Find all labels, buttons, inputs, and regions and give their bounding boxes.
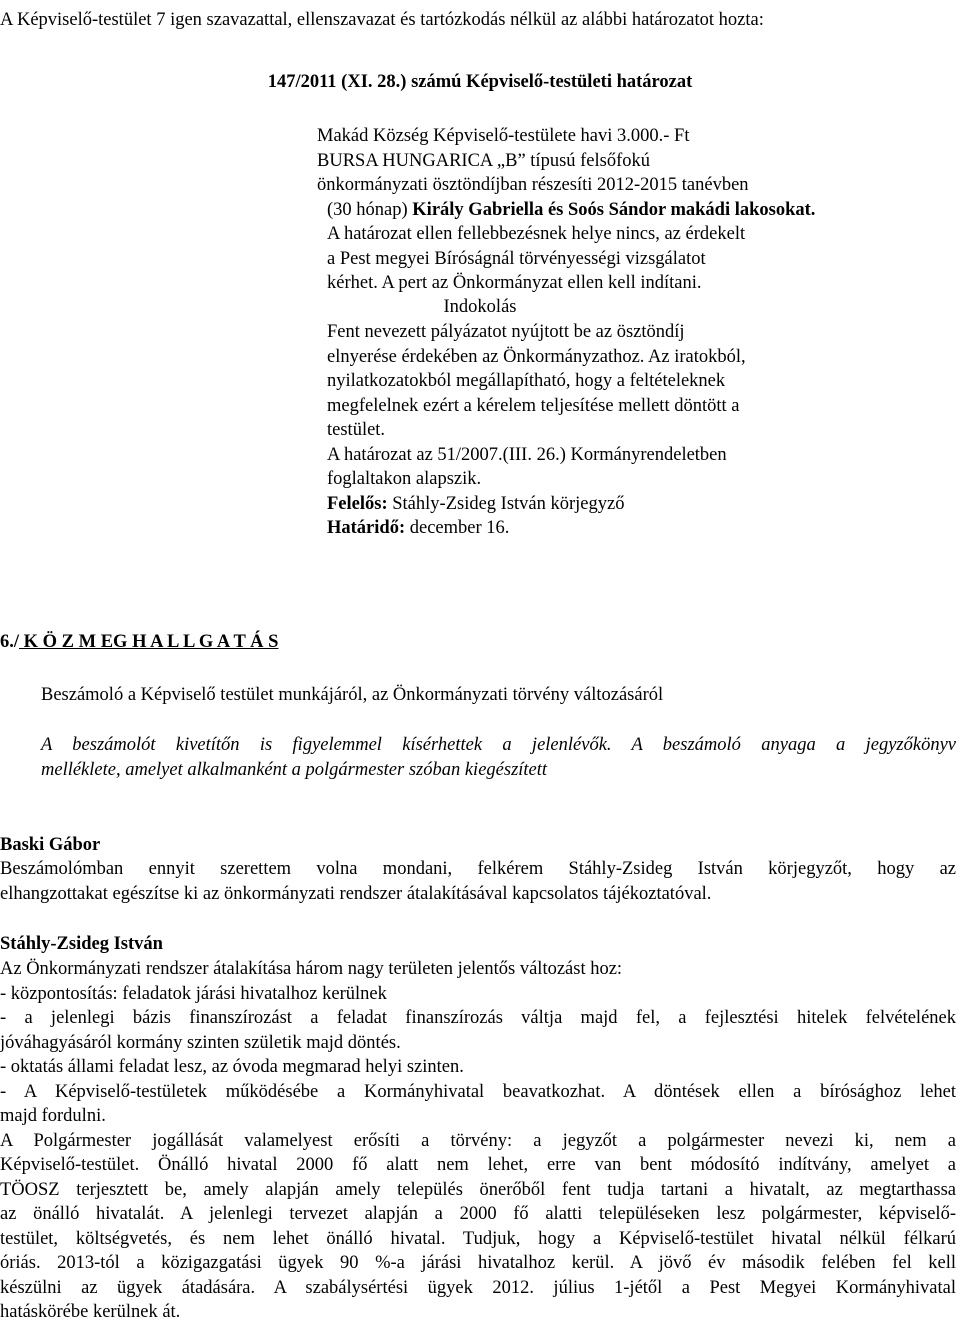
speaker-line: A Polgármester jogállását valamelyest erősíti a törvény: a jegyzőt a polgármester nevezi ki, nem a [0,1130,956,1151]
speaker-name: Stáhly-Zsideg István [0,934,163,954]
resolution-line: a Pest megyei Bíróságnál törvényességi vizsgálatot [327,248,706,269]
resolution-title: 147/2011 (XI. 28.) számú Képviselő-testületi határozat [267,72,693,92]
resolution-line: önkormányzati ösztöndíjban részesíti 2012-2015 tanévben [317,175,749,195]
speaker-line: Beszámolómban ennyit szerettem volna mondani, felkérem Stáhly-Zsideg István körjegyzőt, hogy az [0,859,956,879]
speaker-line: Képviselő-testület. Önálló hivatal 2000 fő alatt nem lehet, erre van bent módosító indítvány, amelyet a [0,1155,956,1175]
hatarido-label: Határidő: [327,518,406,538]
reason-body [327,320,887,541]
felelos-value: Stáhly-Zsideg István körjegyző [387,493,625,514]
section-note-line: A beszámolót kivetítőn is figyelemmel kísérhettek a jelenlévők. A beszámoló anyaga a jegyzőkönyv [41,735,956,755]
speaker-line: óriás. 2013-tól a közigazgatási ügyek 90 %-a járási hivatalhoz kerül. A jövő év második felében fel kell [0,1253,956,1273]
recipients-prefix: (30 hónap) [327,199,413,220]
speaker-line: majd fordulni. [0,1106,106,1126]
reason-line: Fent nevezett pályázatot nyújtott be az ösztöndíj [327,322,685,342]
speaker-line: - központosítás: feladatok járási hivatalhoz kerülnek [0,983,387,1004]
speaker-line: TÖOSZ terjesztett be, amely alapján amely település önerőből fent tudja tartani a hivatalt, az megtarthassa [0,1179,956,1200]
speaker-text [0,957,956,1325]
reason-line: testület. [327,420,386,440]
resolution-line: BURSA HUNGARICA „B” típusú felsőfokú [317,150,651,171]
speaker-line: elhangzottakat egészítse ki az önkormányzati rendszer átalakításával kapcsolatos tájékoztatóval. [0,883,712,904]
recipients-names: Király Gabriella és Soós Sándor makádi lakosokat. [412,199,816,220]
speaker-line: testület, költségvetés, és nem lehet önálló hivatal. Tudjuk, hogy a Képviselő-testület hivatal nélkül félkarú [0,1228,956,1249]
speaker-line: az önálló hivatalát. A jelenlegi tervezet alapján a 2000 fő alatti településeken lesz polgármester, képviselő- [0,1204,956,1224]
section-heading [0,630,278,655]
resolution-line: Makád Község Képviselő-testülete havi 3.000.- Ft [317,126,690,146]
speaker-line: - oktatás állami feladat lesz, az óvoda megmarad helyi szinten. [0,1057,464,1077]
speaker-line: - A Képviselő-testületek működésébe a Kormányhivatal beavatkozhat. A döntések ellen a bírósághoz lehet [0,1081,956,1102]
felelos-line [327,492,887,517]
speaker-line: Az Önkormányzati rendszer átalakítása három nagy területen jelentős változást hoz: [0,959,623,979]
resolution-body [317,124,877,296]
reason-line: foglaltakon alapszik. [327,469,482,489]
speaker-line: - a jelenlegi bázis finanszírozást a feladat finanszírozás váltja majd fel, a fejlesztési hitelek felvételének [0,1008,956,1028]
section-note [41,733,956,782]
resolution-line: kérhet. A pert az Önkormányzat ellen kell indítani. [327,273,702,293]
speaker-name: Baski Gábor [0,835,101,855]
hatarido-line [327,516,887,541]
hatarido-value: december 16. [405,518,510,538]
speaker-line: jóváhagyásáról kormány szinten születik majd döntés. [0,1032,401,1053]
reason-line: A határozat az 51/2007.(III. 26.) Kormányrendeletben [327,444,727,465]
indokolas-heading: Indokolás [443,297,517,317]
felelos-label: Felelős: [327,493,388,514]
reason-line: megfelelnek ezért a kérelem teljesítése mellett döntött a [327,395,740,416]
speaker-text [0,857,956,906]
section-subject: Beszámoló a Képviselő testület munkájáról, az Önkormányzati törvény változásáról [41,685,664,705]
speaker-line: hatáskörébe kerülnek át. [0,1302,181,1322]
section-note-line: melléklete, amelyet alkalmanként a polgármester szóban kiegészített [41,759,548,780]
section-title: K Ö Z M EG H A L L G A T Á S [19,632,279,652]
resolution-line: A határozat ellen fellebbezésnek helye nincs, az érdekelt [327,224,746,244]
resolution-recipients-line [317,198,877,223]
speaker-line: készülni az ügyek átadására. A szabálysértési ügyek 2012. július 1-jétől a Pest Megyei Kormányhivatal [0,1277,956,1298]
reason-line: elnyerése érdekében az Önkormányzathoz. Az iratokból, [327,346,746,367]
section-number: 6./ [0,632,20,652]
intro-text: A Képviselő-testület 7 igen szavazattal, ellenszavazat és tartózkodás nélkül az alábbi határozatot hozta: [0,10,764,30]
reason-line: nyilatkozatokból megállapítható, hogy a feltételeknek [327,371,726,391]
